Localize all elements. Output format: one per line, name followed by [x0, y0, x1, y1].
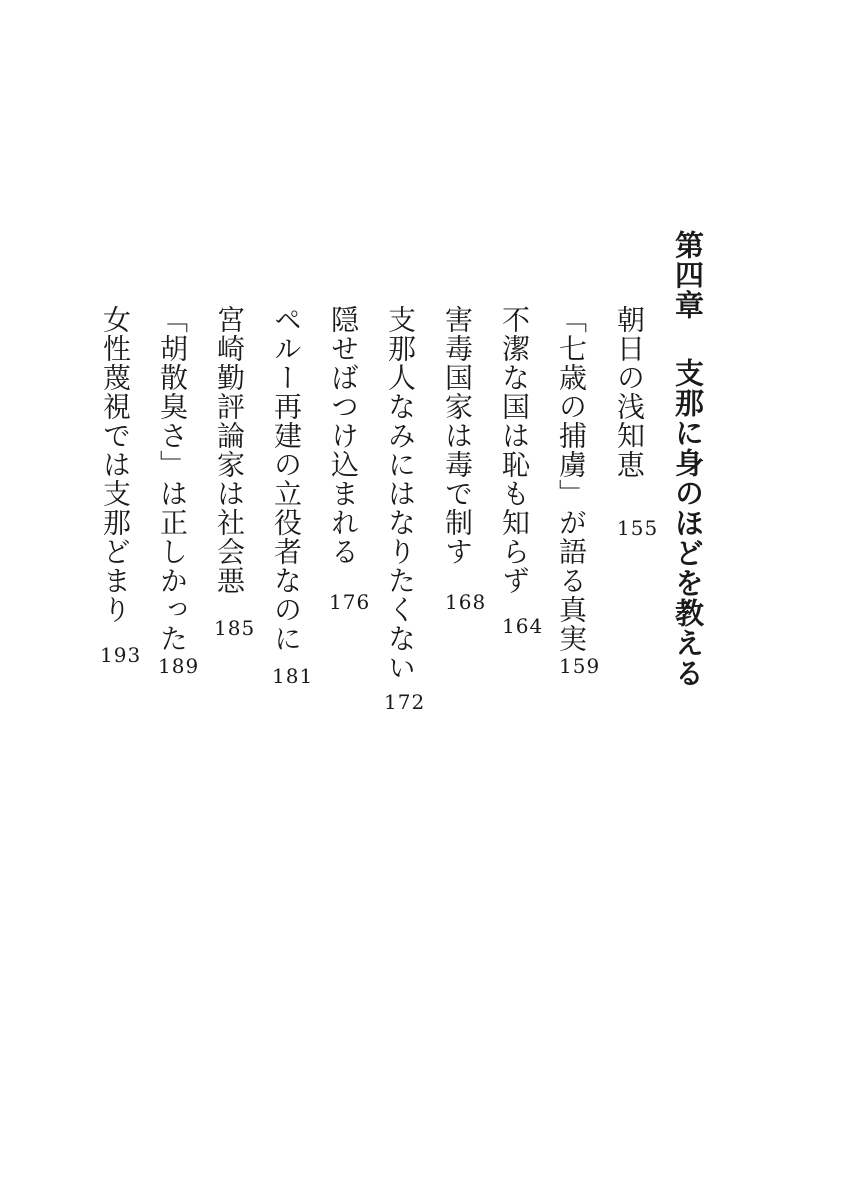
- toc-entry-title: 不潔な国は恥も知らず: [498, 305, 531, 595]
- toc-entry-page: 193: [100, 643, 142, 667]
- toc-entry-page: 189: [158, 654, 200, 678]
- toc-entry-title: 害毒国家は毒で制す: [441, 305, 474, 566]
- toc-entry-title: 「七歳の捕虜」が語る真実: [555, 305, 588, 653]
- toc-entry-page: 168: [445, 590, 487, 614]
- chapter-number: 第四章: [671, 230, 705, 320]
- toc-entry-page: 172: [384, 690, 426, 714]
- toc-entry-page: 159: [559, 654, 601, 678]
- toc-entry-page: 164: [502, 614, 544, 638]
- toc-entry-title: 朝日の浅知恵: [613, 305, 646, 479]
- chapter-heading: [671, 230, 705, 688]
- toc-entry-page: 176: [329, 590, 371, 614]
- toc-entry-page: 181: [272, 664, 314, 688]
- chapter-title: 支那に身のほどを教える: [671, 358, 705, 688]
- toc-entry-title: 隠せばつけ込まれる: [327, 305, 360, 566]
- toc-entry-title: 支那人なみにはなりたくない: [384, 305, 417, 682]
- toc-entry-title: 「胡散臭さ」は正しかった: [156, 305, 189, 653]
- toc-entry-title: ペルー再建の立役者なのに: [270, 305, 303, 653]
- toc-entry-title: 宮崎勤評論家は社会悪: [213, 305, 246, 595]
- toc-entry-page: 155: [617, 516, 659, 540]
- toc-entry-page: 185: [214, 616, 256, 640]
- toc-entry-title: 女性蔑視では支那どまり: [99, 305, 132, 624]
